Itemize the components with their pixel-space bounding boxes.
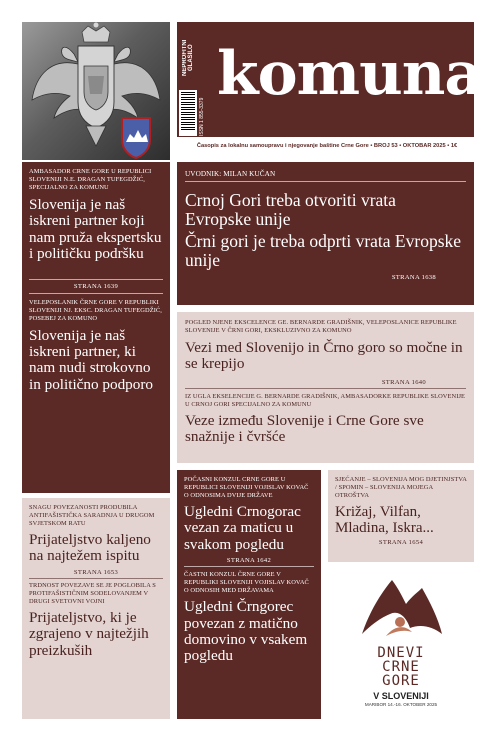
event-logo-line-5: MARIBOR 14.-16. OKTOBER 2025 bbox=[364, 702, 438, 707]
event-logo bbox=[328, 570, 474, 719]
masthead-tagline: Časopis za lokalnu samoupravu i njegovanje baštine Crne Gore • BROJ 53 • OKTOBAR 2025 • 1€ bbox=[196, 143, 458, 149]
left-story-3 bbox=[22, 498, 170, 719]
editorial-headline-2[interactable]: Črni gori je treba odprti vrata Evropske unije bbox=[185, 230, 462, 270]
ambassador-page-ref: STRANA 1640 bbox=[381, 378, 426, 386]
memory-kicker: SJEĆANJE – SLOVENIJA MOG DJETINJSTVA / SPOMIN – SLOVENIJA MOJEGA OTROŠTVA bbox=[335, 476, 467, 499]
editorial-block bbox=[177, 162, 474, 305]
ambassador-block bbox=[177, 312, 474, 463]
memory-block bbox=[328, 470, 474, 562]
divider bbox=[184, 566, 314, 567]
divider bbox=[29, 279, 163, 280]
left-story-1 bbox=[22, 162, 170, 493]
event-logo-line-1: DNEVI bbox=[377, 645, 425, 661]
divider bbox=[29, 293, 163, 294]
consul-page-ref: STRANA 1642 bbox=[226, 557, 272, 565]
ambassador-kicker-2: IZ UGLA EKSELENCIJE G. BERNARDE GRADIŠNIK, AMBASADORKE REPUBLIKE SLOVENIJE U CRNOJ GORI SPECIJALNO ZA KOMUNU bbox=[185, 392, 466, 408]
editorial-kicker: UVODNIK: MILAN KUČAN bbox=[185, 170, 276, 178]
event-logo-line-2: CRNE bbox=[382, 659, 420, 675]
left-story-2-kicker: VELEPOSLANIK ČRNE GORE V REPUBLIKI SLOVENIJI NJ. EKSC. DRAGAN TUFEGDŽIĆ, POSEBEJ ZA KOMUNO bbox=[29, 298, 162, 322]
side-label-2: GLASILO bbox=[188, 44, 194, 72]
divider bbox=[185, 181, 466, 182]
consul-headline-2[interactable]: Ugledni Črngorec povezan z matično domovino v vsakem pogledu bbox=[184, 598, 308, 665]
divider bbox=[29, 578, 163, 579]
divider bbox=[185, 388, 466, 389]
ambassador-headline-1[interactable]: Vezi med Slovenijo in Črno goro so močne in se krepijo bbox=[185, 339, 463, 373]
mountain-logo-icon bbox=[356, 574, 446, 646]
side-label-1: NEPROFITNI bbox=[182, 39, 188, 77]
side-label bbox=[182, 28, 194, 88]
coat-of-arms-image bbox=[22, 22, 170, 160]
ambassador-kicker-1: POGLED NJENE EKSCELENCE GE. BERNARDE GRADIŠNIK, VELEPOSLANICE REPUBLIKE SLOVENIJE V ČRNI GORI, EKSKLUZIVNO ZA KOMUNO bbox=[185, 319, 457, 334]
consul-block bbox=[177, 470, 321, 719]
left-story-2-headline[interactable]: Slovenija je naš iskreni partner, ki nam nudi strokovno in politično podporo bbox=[29, 326, 154, 393]
consul-kicker-1: POČASNI KONZUL CRNE GORE U REPUBLICI SLOVENIJI VOJISLAV KOVAČ O ODNOSIMA DVIJE DRŽAVE bbox=[184, 476, 309, 499]
left-story-4-kicker: TRDNOST POVEZAVE SE JE POGLOBILA S PROTIFAŠISTIČNIM SODELOVANJEM V DRUGI SVETOVNI VOJNI bbox=[29, 581, 156, 605]
editorial-page-ref: STRANA 1638 bbox=[391, 273, 436, 281]
left-story-1-headline[interactable]: Slovenija je naš iskreni partner koji nam pruža ekspertsku i političku podršku bbox=[29, 196, 162, 263]
left-story-3-page-ref: STRANA 1653 bbox=[73, 568, 119, 576]
consul-kicker-2: ČASTNI KONZUL ČRNE GORE V REPUBLIKI SLOVENIJI VOJISLAV KOVAČ O ODNOSIH MED DRŽAVAMA bbox=[184, 571, 309, 595]
issn-text: ISSN 1 855-3379 bbox=[199, 97, 205, 136]
event-logo-line-3: GORE bbox=[382, 673, 420, 689]
memory-headline[interactable]: Križaj, Vilfan, Mladina, Iskra... bbox=[335, 504, 434, 537]
issn-label bbox=[199, 88, 208, 136]
left-story-3-kicker: SNAGU POVEZANOSTI PRODUBILA ANTIFAŠISTIČKA SARADNJA U DRUGOM SVJETSKOM RATU bbox=[29, 504, 155, 527]
consul-headline-1[interactable]: Ugledni Crnogorac vezan za maticu u svakom pogledu bbox=[184, 503, 301, 553]
event-logo-line-4: V SLOVENIJI bbox=[373, 691, 429, 701]
left-story-3-headline[interactable]: Prijateljstvo kaljeno na najtežem ispitu bbox=[29, 531, 151, 565]
barcode bbox=[179, 90, 197, 136]
double-headed-eagle-icon bbox=[22, 22, 170, 160]
left-story-1-page-ref: STRANA 1639 bbox=[73, 282, 119, 290]
left-story-1-kicker: AMBASADOR CRNE GORE U REPUBLICI SLOVENIJI N.E. DRAGAN TUFEGDŽIĆ, SPECIJALNO ZA KOMUNU bbox=[29, 168, 152, 191]
ambassador-headline-2[interactable]: Veze između Slovenije i Crne Gore sve snažnije i čvršće bbox=[185, 411, 424, 446]
masthead bbox=[177, 22, 483, 149]
left-story-4-headline[interactable]: Prijateljstvo, ki je zgrajeno v najtežjih preizkuših bbox=[29, 608, 149, 659]
memory-page-ref: STRANA 1654 bbox=[378, 539, 424, 547]
editorial-headline-1[interactable]: Crnoj Gori treba otvoriti vrata Evropske unije bbox=[185, 190, 396, 229]
masthead-logo: komuna bbox=[217, 39, 483, 109]
